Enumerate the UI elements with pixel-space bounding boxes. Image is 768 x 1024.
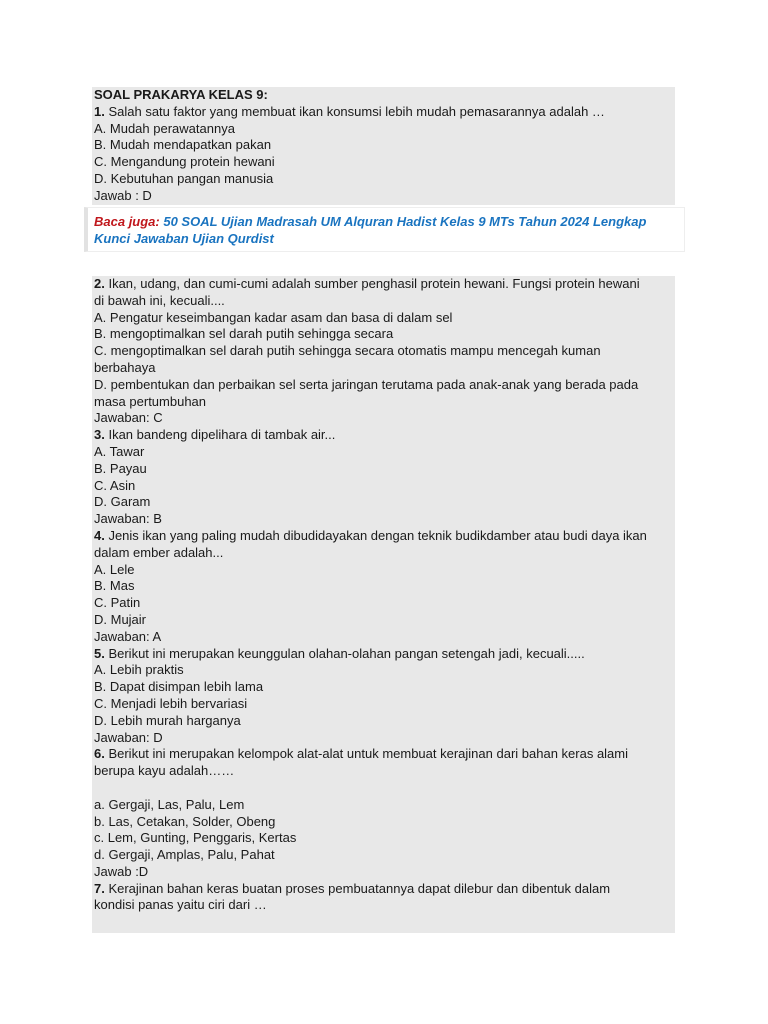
question-text: Ikan, udang, dan cumi-cumi adalah sumber penghasil protein hewani. Fungsi protein hewani [104,276,640,291]
answer: Jawaban: B [94,511,162,527]
question-6 [94,746,673,763]
question-number: 7. [94,880,105,896]
option-c: c. Lem, Gunting, Penggaris, Kertas [94,830,297,846]
baca-juga-label: Baca juga: [94,214,160,229]
question-text: Salah satu faktor yang membuat ikan konsumsi lebih mudah pemasarannya adalah … [104,103,605,119]
option-a: A. Pengatur keseimbangan kadar asam dan basa di dalam sel [94,309,453,325]
baca-juga-line-1 [94,213,678,230]
option-c: C. Mengandung protein hewani [94,154,275,170]
question-5 [94,646,673,663]
question-1 [94,104,673,121]
option-c-continued: berbahaya [94,359,156,375]
question-number: 4. [94,527,105,543]
option-b: b. Las, Cetakan, Solder, Obeng [94,813,276,829]
option-d: d. Gergaji, Amplas, Palu, Pahat [94,847,275,863]
question-block-2 [92,276,675,933]
page-title: SOAL PRAKARYA KELAS 9: [94,87,268,102]
question-text-continued: dalam ember adalah... [94,544,224,560]
question-number: 5. [94,645,105,661]
answer: Jawab : D [94,187,152,203]
option-d: D. Mujair [94,611,147,627]
answer: Jawab :D [94,863,149,879]
question-text: Kerajinan bahan keras buatan proses pembuatannya dapat dilebur dan dibentuk dalam [104,880,611,896]
question-block-1 [92,87,675,205]
baca-juga-box [84,207,685,252]
option-b: B. mengoptimalkan sel darah putih sehingga secara [94,326,394,342]
question-7 [94,881,673,898]
option-b: B. Mas [94,578,135,594]
option-a: a. Gergaji, Las, Palu, Lem [94,796,245,812]
option-a: A. Mudah perawatannya [94,120,235,136]
question-text: Ikan bandeng dipelihara di tambak air... [104,427,336,443]
option-c: C. Menjadi lebih bervariasi [94,695,248,711]
question-text-continued: di bawah ini, kecuali.... [94,292,225,308]
question-text-continued: kondisi panas yaitu ciri dari … [94,897,267,913]
baca-juga-link-continued[interactable]: Kunci Jawaban Ujian Qurdist [94,231,274,246]
option-a: A. Lebih praktis [94,662,184,678]
question-4 [94,528,673,545]
question-number: 3. [94,427,105,443]
question-2 [94,276,673,293]
option-b: B. Dapat disimpan lebih lama [94,679,264,695]
question-text: Berikut ini merupakan kelompok alat-alat untuk membuat kerajinan dari bahan keras alami [104,746,629,762]
option-a: A. Tawar [94,443,145,459]
question-3 [94,427,673,444]
option-d: D. pembentukan dan perbaikan sel serta jaringan terutama pada anak-anak yang berada pada [94,376,639,392]
answer: Jawaban: C [94,410,163,426]
option-d: D. Garam [94,494,151,510]
option-b: B. Mudah mendapatkan pakan [94,137,272,153]
option-b: B. Payau [94,460,147,476]
question-number: 2. [94,276,105,291]
option-a: A. Lele [94,561,135,577]
option-c: C. mengoptimalkan sel darah putih sehingga secara otomatis mampu mencegah kuman [94,343,601,359]
option-c: C. Asin [94,477,136,493]
question-text: Jenis ikan yang paling mudah dibudidayakan dengan teknik budikdamber atau budi daya ikan [104,527,647,543]
baca-juga-link[interactable]: 50 SOAL Ujian Madrasah UM Alquran Hadist Kelas 9 MTs Tahun 2024 Lengkap [159,214,647,229]
blank-line [94,780,673,797]
option-c: C. Patin [94,595,141,611]
answer: Jawaban: A [94,628,162,644]
option-d: D. Kebutuhan pangan manusia [94,170,274,186]
question-number: 1. [94,103,105,119]
question-text: Berikut ini merupakan keunggulan olahan-olahan pangan setengah jadi, kecuali..... [104,645,585,661]
option-d-continued: masa pertumbuhan [94,393,207,409]
answer: Jawaban: D [94,729,163,745]
question-text-continued: berupa kayu adalah…… [94,763,235,779]
question-number: 6. [94,746,105,762]
option-d: D. Lebih murah harganya [94,712,241,728]
